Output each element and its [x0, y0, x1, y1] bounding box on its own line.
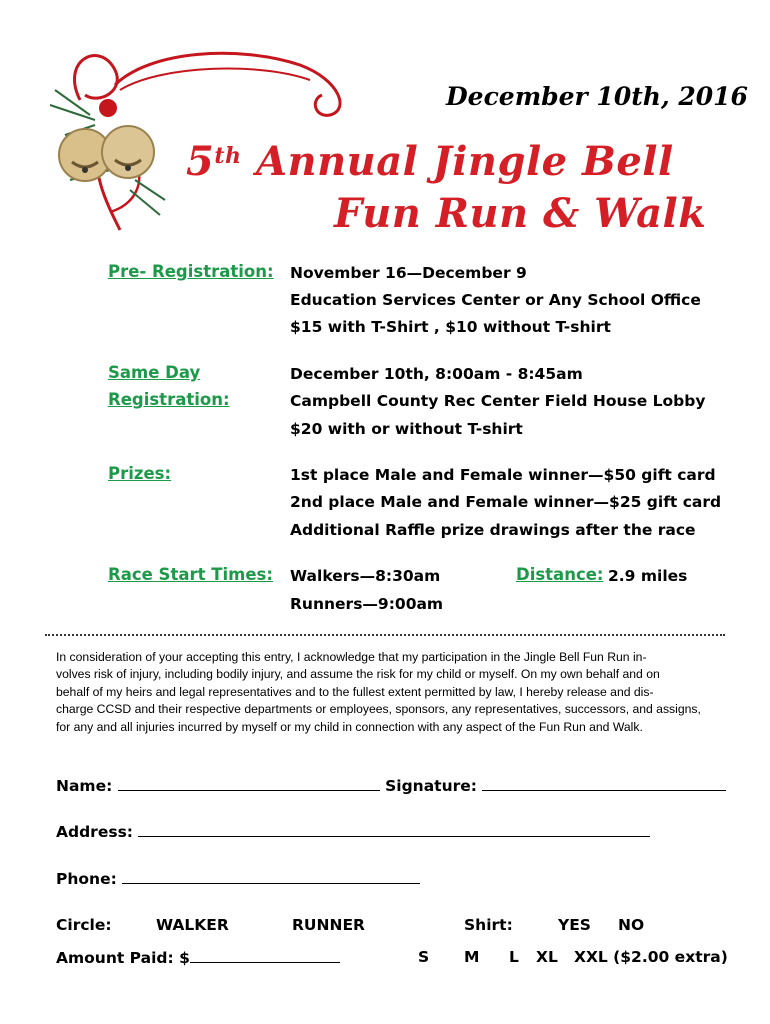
page-title-line2: Fun Run & Walk	[334, 190, 707, 237]
waiver-line: In consideration of your accepting this entry, I acknowledge that my participation in the Jingle Bell Fun Run in-	[56, 650, 647, 664]
waiver-line: volves risk of injury, including bodily injury, and assume the risk for my child or myself. On my own behalf and on	[56, 667, 660, 682]
page-title-line1: 5th Annual Jingle Bell	[186, 138, 674, 185]
amount-row	[56, 948, 340, 967]
same-day-time: December 10th, 8:00am - 8:45am	[290, 365, 583, 383]
size-l[interactable]: L	[509, 948, 519, 966]
phone-label: Phone:	[56, 870, 117, 888]
shirt-yes-option[interactable]: YES	[558, 916, 591, 934]
circle-label: Circle:	[56, 916, 112, 934]
preregistration-dates: November 16—December 9	[290, 264, 527, 282]
name-field[interactable]	[118, 776, 380, 791]
address-label: Address:	[56, 823, 133, 841]
address-row	[56, 822, 650, 841]
address-field[interactable]	[138, 822, 650, 837]
size-s[interactable]: S	[418, 948, 430, 966]
walker-option[interactable]: WALKER	[156, 916, 229, 934]
same-day-label-2: Registration:	[108, 390, 230, 409]
distance-label: Distance:	[516, 565, 604, 584]
shirt-no-option[interactable]: NO	[618, 916, 645, 934]
preregistration-label: Pre- Registration:	[108, 262, 274, 281]
phone-field[interactable]	[122, 869, 420, 884]
runners-start: Runners—9:00am	[290, 595, 444, 613]
race-start-label: Race Start Times:	[108, 565, 273, 584]
preregistration-location: Education Services Center or Any School Office	[290, 291, 701, 309]
amount-field[interactable]	[190, 948, 340, 963]
distance-value: 2.9 miles	[608, 567, 688, 585]
same-day-label-1: Same Day	[108, 363, 201, 382]
size-xl[interactable]: XL	[536, 948, 558, 966]
size-m[interactable]: M	[464, 948, 480, 966]
waiver-text	[56, 649, 716, 736]
phone-row	[56, 869, 420, 888]
prizes-label: Prizes:	[108, 464, 172, 483]
prize-second: 2nd place Male and Female winner—$25 gift card	[290, 493, 722, 511]
name-label: Name:	[56, 777, 113, 795]
same-day-fee: $20 with or without T-shirt	[290, 420, 523, 438]
shirt-label: Shirt:	[464, 916, 513, 934]
walkers-start: Walkers—8:30am	[290, 567, 441, 585]
waiver-line: charge CCSD and their respective departments or employees, sponsors, any representatives, successors, and assigns,	[56, 702, 701, 717]
preregistration-fee: $15 with T-Shirt , $10 without T-shirt	[290, 318, 611, 336]
event-date: December 10th, 2016	[446, 82, 748, 111]
waiver-line: behalf of my heirs and legal representatives and to the fullest extent permitted by law, I hereby release and dis-	[56, 684, 654, 699]
divider	[45, 634, 725, 636]
prize-first: 1st place Male and Female winner—$50 gift card	[290, 466, 716, 484]
prize-raffle: Additional Raffle prize drawings after the race	[290, 521, 696, 539]
amount-label: Amount Paid: $	[56, 949, 190, 967]
waiver-line: for any and all injuries incurred by myself or my child in connection with any aspect of the Fun Run and Walk.	[56, 719, 643, 734]
same-day-location: Campbell County Rec Center Field House Lobby	[290, 392, 706, 410]
name-row	[56, 776, 726, 795]
signature-label: Signature:	[385, 777, 477, 795]
size-xxl[interactable]: XXL ($2.00 extra)	[574, 948, 728, 966]
signature-field[interactable]	[482, 776, 726, 791]
runner-option[interactable]: RUNNER	[292, 916, 365, 934]
